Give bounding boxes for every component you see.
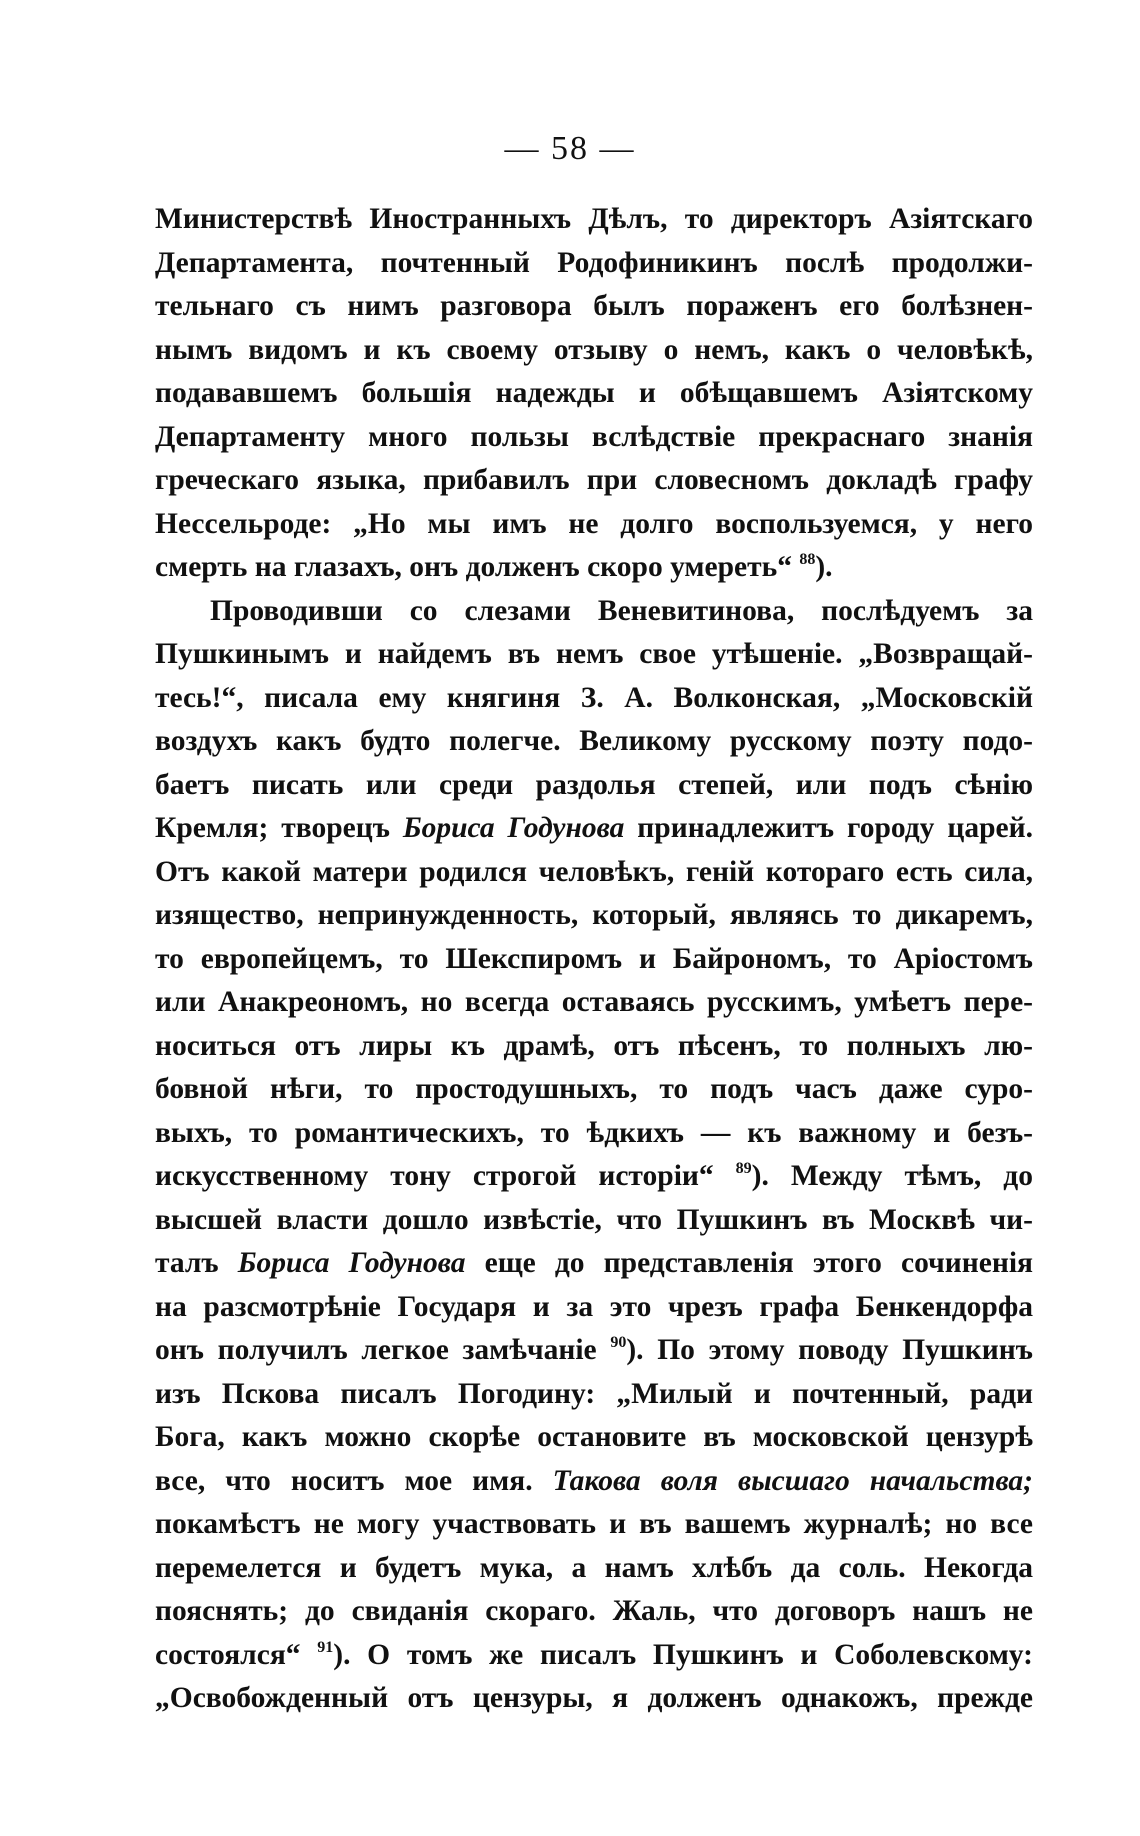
text-line <box>155 1677 1033 1721</box>
text-segment: то европейцемъ, то Шекспиромъ и Байрономъ, то Аріостомъ <box>155 942 1033 975</box>
text-line <box>155 546 1033 590</box>
text-line <box>155 1416 1033 1460</box>
text-line <box>155 1155 1033 1199</box>
text-segment: состоялся“ <box>155 1638 318 1671</box>
text-segment: Пушкинымъ и найдемъ въ немъ свое утѣшеніе. „Возвращай- <box>155 638 1033 670</box>
text-line <box>155 590 1033 634</box>
text-line <box>155 1460 1033 1504</box>
body-text <box>155 198 1033 1721</box>
text-line <box>155 1373 1033 1417</box>
text-segment: талъ <box>155 1247 238 1279</box>
text-line <box>155 1068 1033 1112</box>
text-line <box>155 764 1033 808</box>
text-segment: изящество, непринужденность, который, являясь то дикаремъ, <box>155 899 1033 931</box>
text-line <box>155 1329 1033 1373</box>
text-line <box>155 372 1033 416</box>
page-number: — 58 — <box>504 130 636 167</box>
text-segment: бовной нѣги, то простодушныхъ, то подъ часъ даже суро- <box>155 1073 1033 1105</box>
text-segment: ). О томъ же писалъ Пушкинъ и Соболевскому: <box>333 1638 1033 1671</box>
text-line <box>155 1590 1033 1634</box>
text-line <box>155 1547 1033 1591</box>
text-segment: или Анакреономъ, но всегда оставаясь русскимъ, умѣетъ пере- <box>155 986 1033 1018</box>
footnote-ref: 89 <box>735 1160 752 1177</box>
text-segment: онъ получилъ легкое замѣчаніе <box>155 1334 611 1366</box>
text-segment: Отъ какой матери родился человѣкъ, геній котораго есть сила, <box>155 855 1033 888</box>
text-line <box>155 1286 1033 1330</box>
text-line <box>155 1199 1033 1243</box>
text-line <box>155 720 1033 764</box>
text-segment: принадлежитъ городу царей. <box>624 812 1033 844</box>
text-line <box>155 1112 1033 1156</box>
text-segment: перемелется и будетъ мука, а намъ хлѣбъ да соль. Некогда <box>155 1551 1033 1584</box>
text-segment: „Освобожденный отъ цензуры, я долженъ однакожъ, прежде <box>155 1682 1033 1714</box>
text-line <box>155 1634 1033 1678</box>
text-segment: Нессельроде: „Но мы имъ не долго воспользуемся, у него <box>155 507 1033 540</box>
text-segment: Министерствѣ Иностранныхъ Дѣлъ, то директоръ Азіятскаго <box>155 203 1033 235</box>
text-segment: выхъ, то романтическихъ, то ѣдкихъ — къ важному и безъ- <box>155 1116 1033 1149</box>
text-segment: покамѣстъ не могу участвовать и въ вашемъ журналѣ; но все <box>155 1508 1033 1540</box>
text-segment: ). По этому поводу Пушкинъ <box>626 1334 1033 1366</box>
text-segment: смерть на глазахъ, онъ долженъ скоро умереть“ <box>155 551 800 583</box>
text-line <box>155 416 1033 460</box>
text-segment: тесь!“, писала ему княгиня З. А. Волконская, „Московскій <box>155 681 1033 714</box>
text-segment: еще до представленія этого сочиненія <box>465 1247 1033 1279</box>
text-segment: все, что носитъ мое имя. <box>155 1464 553 1497</box>
italic-text: Такова воля высшаго начальства; <box>552 1464 1033 1497</box>
text-segment: высшей власти дошло извѣстіе, что Пушкинъ въ Москвѣ чи- <box>155 1203 1033 1236</box>
text-segment: ). <box>815 551 833 583</box>
text-segment: Проводивши со слезами Веневитинова, послѣдуемъ за <box>210 594 1033 627</box>
text-segment: изъ Пскова писалъ Погодину: „Милый и почтенный, ради <box>155 1377 1033 1410</box>
text-line <box>155 677 1033 721</box>
text-line <box>155 1242 1033 1286</box>
text-line <box>155 981 1033 1025</box>
text-segment: Кремля; творецъ <box>155 812 403 844</box>
text-line <box>155 894 1033 938</box>
text-segment: на разсмотрѣніе Государя и за это чрезъ графа Бенкендорфа <box>155 1290 1033 1323</box>
text-line <box>155 938 1033 982</box>
footnote-ref: 91 <box>317 1638 334 1656</box>
text-line <box>155 851 1033 895</box>
text-segment: Бога, какъ можно скорѣе остановите въ московской цензурѣ <box>155 1421 1033 1453</box>
italic-text: Бориса Годунова <box>237 1247 466 1279</box>
text-line <box>155 1503 1033 1547</box>
text-line <box>155 633 1033 677</box>
text-segment: нымъ видомъ и къ своему отзыву о немъ, какъ о человѣкѣ, <box>155 333 1033 366</box>
footnote-ref: 90 <box>610 1334 627 1351</box>
text-segment: Департаменту много пользы вслѣдствіе прекраснаго знанія <box>155 420 1033 453</box>
text-segment: искусственному тону строгой исторіи“ <box>155 1160 736 1192</box>
text-segment: пояснять; до свиданія скораго. Жаль, что договоръ нашъ не <box>155 1595 1033 1627</box>
text-line <box>155 285 1033 329</box>
text-segment: подававшемъ большія надежды и обѣщавшемъ Азіятскому <box>155 377 1033 409</box>
text-segment: Департамента, почтенный Родофиникинъ послѣ продолжи- <box>155 246 1033 279</box>
text-line <box>155 242 1033 286</box>
italic-text: Бориса Годунова <box>402 812 625 844</box>
text-segment: носиться отъ лиры къ драмѣ, отъ пѣсенъ, то полныхъ лю- <box>155 1029 1033 1062</box>
text-line <box>155 198 1033 242</box>
text-line <box>155 329 1033 373</box>
footnote-ref: 88 <box>799 551 816 568</box>
text-segment: греческаго языка, прибавилъ при словесномъ докладѣ графу <box>155 464 1033 496</box>
text-line <box>155 459 1033 503</box>
text-segment: ). Между тѣмъ, до <box>751 1160 1033 1192</box>
text-line <box>155 503 1033 547</box>
text-line <box>155 1025 1033 1069</box>
text-line <box>155 807 1033 851</box>
text-segment: тельнаго съ нимъ разговора былъ пораженъ его болѣзнен- <box>155 290 1033 322</box>
text-segment: воздухъ какъ будто полегче. Великому русскому поэту подо- <box>155 725 1033 757</box>
text-segment: баетъ писать или среди раздолья степей, или подъ сѣнію <box>155 768 1033 801</box>
